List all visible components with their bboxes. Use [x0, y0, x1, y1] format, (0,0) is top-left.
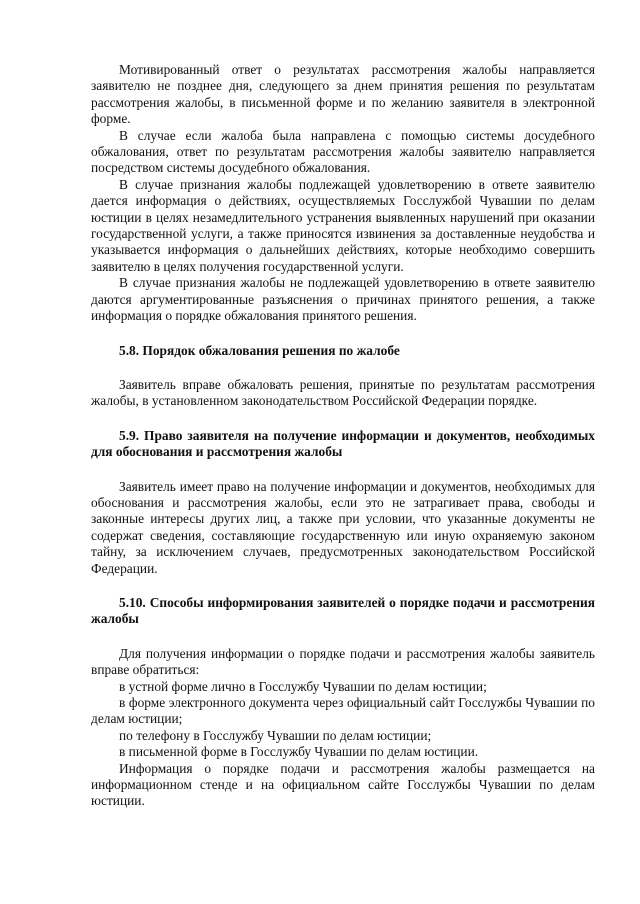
paragraph-pretrial-system: В случае если жалоба была направлена с помощью системы досудебного обжалования, ответ по результатам рассмотрения жалобы заявителю направляется посредством системы досудебного обжалования.	[91, 127, 595, 176]
spacer	[91, 461, 595, 479]
document-page	[91, 62, 595, 810]
paragraph-information-placement: Информация о порядке подачи и рассмотрения жалобы размещается на информационном стенде и на официальном сайте Госслужбы Чувашии по делам юстиции.	[91, 760, 595, 809]
list-item-phone: по телефону в Госслужбу Чувашии по делам юстиции;	[119, 727, 432, 743]
paragraph-complaint-satisfied: В случае признания жалобы подлежащей удовлетворению в ответе заявителю дается информация о действиях, осуществляемых Госслужбой Чувашии по делам юстиции в целях незамедлительного устранения выявленных нарушений при оказании государственной услуги, а также приносятся извинения за доставленные неудобства и указывается информация о дальнейших действиях, которые необходимо совершить заявителю в целях получения государственной услуги.	[91, 176, 595, 274]
paragraph-contact-intro: Для получения информации о порядке подачи и рассмотрения жалобы заявитель вправе обратиться:	[91, 645, 595, 678]
spacer	[91, 325, 595, 343]
heading-5-8: 5.8. Порядок обжалования решения по жалобе	[119, 342, 400, 358]
paragraph-motivated-answer: Мотивированный ответ о результатах рассмотрения жалобы направляется заявителю не позднее дня, следующего за днем принятия решения по результатам рассмотрения жалобы, в письменной форме и по желанию заявителя в электронной форме.	[91, 62, 595, 127]
paragraph-appeal-right: Заявитель вправе обжаловать решения, принятые по результатам рассмотрения жалобы, в установленном законодательством Российской Федерации порядке.	[91, 376, 595, 409]
spacer	[91, 410, 595, 428]
heading-5-10: 5.10. Способы информирования заявителей о порядке подачи и рассмотрения жалобы	[91, 594, 595, 627]
spacer	[91, 577, 595, 595]
spacer	[91, 628, 595, 646]
paragraph-complaint-rejected: В случае признания жалобы не подлежащей удовлетворению в ответе заявителю даются аргументированные разъяснения о причинах принятого решения, а также информация о порядке обжалования принятого решения.	[91, 275, 595, 324]
list-item-electronic: в форме электронного документа через официальный сайт Госслужбы Чувашии по делам юстиции;	[91, 695, 595, 727]
heading-5-9: 5.9. Право заявителя на получение информации и документов, необходимых для обоснования и рассмотрения жалобы	[91, 427, 595, 460]
spacer	[91, 359, 595, 377]
list-item-in-person: в устной форме лично в Госслужбу Чувашии по делам юстиции;	[119, 678, 487, 694]
list-item-written: в письменной форме в Госслужбу Чувашии по делам юстиции.	[119, 744, 479, 760]
paragraph-information-right: Заявитель имеет право на получение информации и документов, необходимых для обоснования и рассмотрения жалобы, если это не затрагивает права, свободы и законные интересы других лиц, а также при условии, что указанные документы не содержат сведения, составляющие государственную или иную охраняемую законом тайну, за исключением случаев, предусмотренных законодательством Российской Федерации.	[91, 478, 595, 576]
